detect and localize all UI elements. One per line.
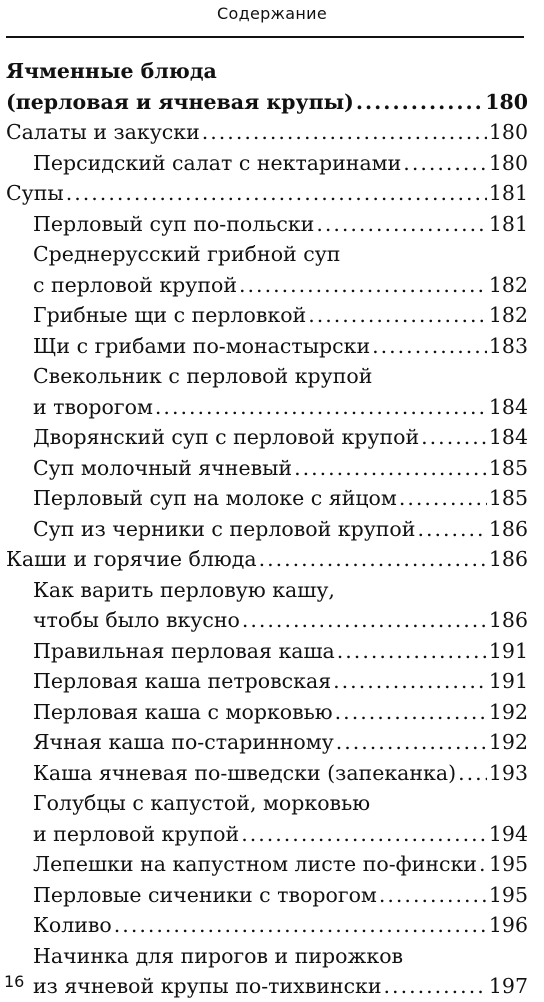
toc-entry xyxy=(6,514,528,545)
toc-page-number: 185 xyxy=(488,486,528,510)
running-header: Содержание xyxy=(217,4,327,23)
toc-page-number: 192 xyxy=(488,699,528,724)
toc-entry xyxy=(6,422,528,453)
dot-leader xyxy=(335,697,487,728)
toc-page-number: 182 xyxy=(488,272,528,297)
toc-entry-title: Каша ячневая по-шведски (запеканка) xyxy=(33,760,457,785)
dot-leader xyxy=(403,148,487,179)
page-number: 16 xyxy=(4,972,25,991)
dot-leader xyxy=(333,666,487,697)
toc-entry-line xyxy=(6,819,528,850)
toc-entry xyxy=(6,300,528,331)
toc-entry xyxy=(6,788,528,849)
dot-leader xyxy=(372,331,487,362)
toc-entry-line xyxy=(6,239,528,270)
toc-entry xyxy=(6,575,528,636)
toc-entry-line xyxy=(6,758,528,789)
toc-entry-line xyxy=(6,697,528,728)
toc-entry xyxy=(6,697,528,728)
toc-entry-line xyxy=(6,148,528,179)
toc-entry-title: Персидский салат с нектаринами xyxy=(33,150,402,175)
toc-entry xyxy=(6,209,528,240)
toc-entry xyxy=(6,483,528,514)
toc-entry xyxy=(6,239,528,300)
toc-section-entry xyxy=(6,544,528,575)
toc-entry-title: Перловый суп на молоке с яйцом xyxy=(33,486,397,510)
toc-entry-title: Каши и горячие блюда xyxy=(6,547,257,571)
dot-leader xyxy=(336,727,487,758)
toc-section-entry xyxy=(6,178,528,209)
toc-entry xyxy=(6,941,528,1002)
toc-section-entry xyxy=(6,56,528,117)
toc-entry-line xyxy=(6,392,528,423)
toc-entry xyxy=(6,148,528,179)
toc-entry xyxy=(6,727,528,758)
dot-leader xyxy=(399,483,487,514)
toc-entry-line xyxy=(6,605,528,636)
toc-entry-line xyxy=(6,544,528,575)
dot-leader xyxy=(458,758,487,789)
dot-leader xyxy=(417,514,486,545)
dot-leader xyxy=(202,117,487,148)
toc-entry-title: и творогом xyxy=(33,394,153,419)
dot-leader xyxy=(259,544,487,575)
toc-page-number: 181 xyxy=(488,211,528,236)
dot-leader xyxy=(114,910,487,941)
toc-entry-title: Перловая каша петровская xyxy=(33,669,332,693)
toc-page-number: 195 xyxy=(488,882,528,907)
toc-entry-line xyxy=(6,361,528,392)
toc-entry-title: Дворянский суп с перловой крупой xyxy=(33,425,420,449)
toc-entry-title: Перловая каша с морковью xyxy=(33,699,333,724)
toc-entry xyxy=(6,849,528,880)
toc-entry-title: Как варить перловую кашу, xyxy=(33,577,335,602)
toc-entry-title: и перловой крупой xyxy=(33,821,240,846)
dot-leader xyxy=(155,392,487,423)
toc-entry-line xyxy=(6,422,528,453)
toc-entry-title: Суп молочный ячневый xyxy=(33,455,293,480)
dot-leader xyxy=(242,605,487,636)
toc-entry-line xyxy=(6,849,528,880)
toc-entry-title: чтобы было вкусно xyxy=(33,608,240,632)
toc-entry-line xyxy=(6,514,528,545)
toc-page-number: 180 xyxy=(488,120,528,144)
toc-entry-line xyxy=(6,270,528,301)
toc-entry-line xyxy=(6,87,528,118)
toc-entry-line xyxy=(6,209,528,240)
dot-leader xyxy=(294,453,487,484)
toc-entry-title: Супы xyxy=(6,181,64,205)
toc-entry-line xyxy=(6,727,528,758)
toc-page-number: 192 xyxy=(488,730,528,754)
toc-entry-line xyxy=(6,788,528,819)
toc-entry xyxy=(6,758,528,789)
toc-entry-title: Перловые сиченики с творогом xyxy=(33,882,377,907)
table-of-contents xyxy=(6,56,528,1002)
toc-page-number: 184 xyxy=(488,425,528,449)
toc-page-number: 183 xyxy=(488,333,528,358)
toc-entry-title: Ячменные блюда xyxy=(6,59,217,83)
toc-page-number: 180 xyxy=(485,89,528,114)
toc-page-number: 191 xyxy=(488,638,528,663)
toc-page-number: 191 xyxy=(488,669,528,693)
toc-entry-line xyxy=(6,483,528,514)
toc-entry-title: Правильная перловая каша xyxy=(33,638,335,663)
toc-entry-title: с перловой крупой xyxy=(33,272,238,297)
toc-entry xyxy=(6,331,528,362)
toc-entry xyxy=(6,453,528,484)
toc-entry-line xyxy=(6,880,528,911)
dot-leader xyxy=(356,87,483,118)
toc-entry-title: Салаты и закуски xyxy=(6,120,200,144)
toc-page-number: 184 xyxy=(488,394,528,419)
toc-entry xyxy=(6,636,528,667)
toc-page-number: 197 xyxy=(488,974,528,998)
toc-entry xyxy=(6,361,528,422)
toc-entry-title: из ячневой крупы по-тихвински xyxy=(33,974,382,998)
toc-entry-line xyxy=(6,331,528,362)
toc-entry-title: Суп из черники с перловой крупой xyxy=(33,516,416,541)
toc-entry-title: Голубцы с капустой, морковью xyxy=(33,791,371,815)
toc-entry-line xyxy=(6,117,528,148)
toc-entry-title: (перловая и ячневая крупы) xyxy=(6,89,354,114)
toc-page-number: 186 xyxy=(488,608,528,632)
toc-page-number: 186 xyxy=(488,547,528,571)
toc-page-number: 186 xyxy=(488,516,528,541)
toc-entry-line xyxy=(6,941,528,972)
toc-entry-title: Щи с грибами по-монастырски xyxy=(33,333,371,358)
dot-leader xyxy=(379,880,487,911)
header-divider xyxy=(6,36,524,38)
dot-leader xyxy=(316,209,487,240)
toc-entry-title: Среднерусский грибной суп xyxy=(33,242,341,266)
toc-page-number: 195 xyxy=(488,852,529,876)
dot-leader xyxy=(241,819,487,850)
toc-entry-line xyxy=(6,666,528,697)
toc-entry-line xyxy=(6,575,528,606)
toc-entry-title: Перловый суп по-польски xyxy=(33,211,315,236)
toc-entry-title: Грибные щи с перловкой xyxy=(33,303,307,327)
toc-entry-title: Свекольник с перловой крупой xyxy=(33,364,373,388)
toc-entry xyxy=(6,880,528,911)
toc-page-number: 182 xyxy=(488,303,528,327)
dot-leader xyxy=(421,422,487,453)
toc-page-number: 181 xyxy=(488,181,528,205)
toc-page-number: 193 xyxy=(488,760,528,785)
toc-page-number: 185 xyxy=(488,455,528,480)
dot-leader xyxy=(239,270,487,301)
toc-page-number: 180 xyxy=(488,150,528,175)
toc-entry xyxy=(6,666,528,697)
toc-entry-line xyxy=(6,636,528,667)
toc-entry-line xyxy=(6,453,528,484)
toc-page-number: 196 xyxy=(488,913,528,937)
toc-entry-line xyxy=(6,971,528,1002)
dot-leader xyxy=(66,178,487,209)
toc-entry-line xyxy=(6,300,528,331)
toc-entry-title: Лепешки на капустном листе по-фински xyxy=(33,852,477,876)
toc-entry-line xyxy=(6,910,528,941)
toc-entry xyxy=(6,910,528,941)
toc-entry-line xyxy=(6,56,528,87)
toc-entry-title: Коливо xyxy=(33,913,112,937)
toc-entry-line xyxy=(6,178,528,209)
dot-leader xyxy=(479,849,487,880)
toc-entry-title: Ячная каша по-старинному xyxy=(33,730,334,754)
toc-page-number: 194 xyxy=(488,821,528,846)
dot-leader xyxy=(384,971,487,1002)
dot-leader xyxy=(308,300,487,331)
toc-entry-title: Начинка для пирогов и пирожков xyxy=(33,943,404,968)
dot-leader xyxy=(337,636,487,667)
toc-section-entry xyxy=(6,117,528,148)
